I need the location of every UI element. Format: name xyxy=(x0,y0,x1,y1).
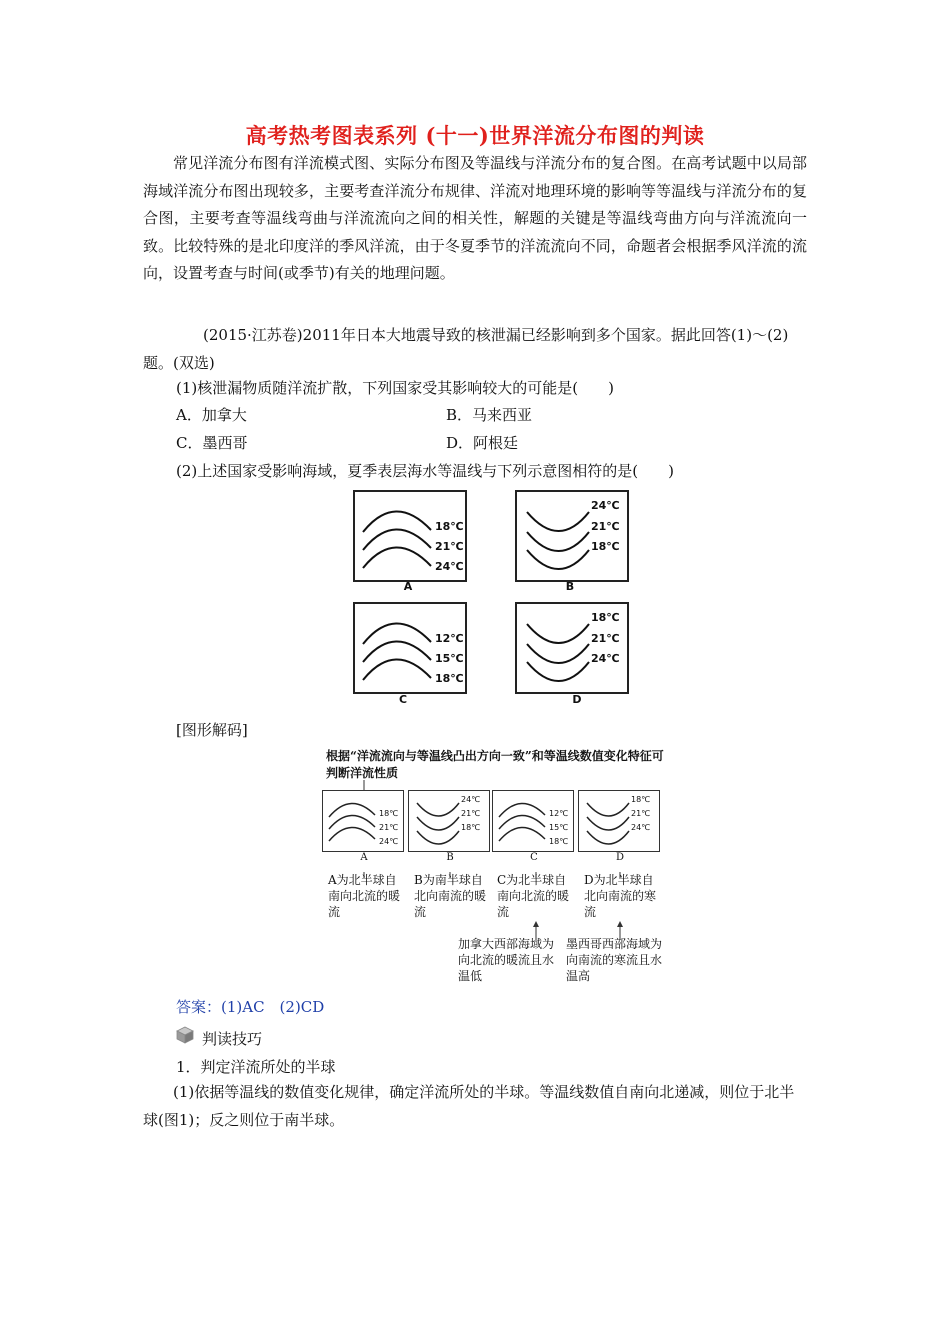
diagram-a-label-3: 24℃ xyxy=(435,560,464,573)
decode-a-label-1: 18℃ xyxy=(379,809,399,818)
decode-d-caption: D xyxy=(615,852,625,863)
decode-note-canada: 加拿大西部海域为向北流的暖流且水温低 xyxy=(458,937,555,983)
diagram-d-label-3: 24℃ xyxy=(591,652,620,665)
decode-d-label-1: 18℃ xyxy=(631,795,651,804)
option-a: A．加拿大 xyxy=(176,406,247,424)
decode-b-label-1: 24℃ xyxy=(461,795,481,804)
decode-c-text: C为北半球自南向北流的暖流 xyxy=(497,873,570,919)
diagram-b-caption: B xyxy=(565,580,575,593)
page-title: 高考热考图表系列 (十一)世界洋流分布图的判读 xyxy=(245,123,705,148)
diagram-c-label-2: 15℃ xyxy=(435,652,464,665)
option-c: C．墨西哥 xyxy=(176,434,248,452)
decode-b-label-2: 21℃ xyxy=(461,809,481,818)
diagram-b xyxy=(515,490,629,582)
decode-b-label-3: 18℃ xyxy=(461,823,481,832)
decode-c-label-1: 12℃ xyxy=(549,809,569,818)
decode-a-label-2: 21℃ xyxy=(379,823,399,832)
diagram-c-label-1: 12℃ xyxy=(435,632,464,645)
question-1: (1)核泄漏物质随洋流扩散，下列国家受其影响较大的可能是( ) xyxy=(176,379,614,397)
skill-heading: 判读技巧 xyxy=(202,1030,263,1048)
section-1-heading: 1．判定洋流所处的半球 xyxy=(176,1058,336,1076)
decode-diagram-b xyxy=(408,790,490,852)
intro-paragraph: 常见洋流分布图有洋流模式图、实际分布图及等温线与洋流分布的复合图。在高考试题中以局部海域洋流分布图出现较多，主要考查洋流分布规律、洋流对地理环境的影响等等温线与洋流分布的复合图，主要考查等温线弯曲与洋流流向之间的相关性，解题的关键是等温线弯曲方向与洋流流向一致。比较特殊的是北印度洋的季风洋流，由于冬夏季节的洋流流向不同，命题者会根据季风洋流的流向，设置考查与时间(或季节)有关的地理问题。 xyxy=(143,154,807,282)
decode-diagram-c xyxy=(492,790,574,852)
decode-c-caption: C xyxy=(530,852,538,863)
diagram-d xyxy=(515,602,629,694)
diagram-a xyxy=(353,490,467,582)
question-stem: (2015·江苏卷)2011年日本大地震导致的核泄漏已经影响到多个国家。据此回答(1)～(2)题。(双选) xyxy=(143,326,789,372)
section-1-text: (1)依据等温线的数值变化规律，确定洋流所处的半球。等温线数值自南向北递减，则位于北半球(图1)；反之则位于南半球。 xyxy=(143,1083,795,1129)
diagram-d-caption: D xyxy=(572,693,582,706)
decode-c-label-2: 15℃ xyxy=(549,823,569,832)
decode-b-text: B为南半球自北向南流的暖流 xyxy=(414,873,487,919)
decode-a-label-3: 24℃ xyxy=(379,837,399,846)
diagram-c-caption: C xyxy=(398,693,408,706)
diagram-c-label-3: 18℃ xyxy=(435,672,464,685)
diagram-b-label-3: 18℃ xyxy=(591,540,620,553)
diagram-a-label-1: 18℃ xyxy=(435,520,464,533)
diagram-a-caption: A xyxy=(403,580,413,593)
decode-a-text: A为北半球自南向北流的暖流 xyxy=(328,873,401,919)
option-b: B．马来西亚 xyxy=(446,406,533,424)
diagram-b-label-1: 24℃ xyxy=(591,499,620,512)
decode-heading: [图形解码] xyxy=(176,721,248,739)
decode-top-text: 根据“洋流流向与等温线凸出方向一致”和等温线数值变化特征可判断洋流性质 xyxy=(326,749,664,780)
diagram-c xyxy=(353,602,467,694)
decode-diagram-d xyxy=(578,790,660,852)
diagram-d-label-2: 21℃ xyxy=(591,632,620,645)
question-2: (2)上述国家受影响海域，夏季表层海水等温线与下列示意图相符的是( ) xyxy=(176,462,674,480)
diagram-b-label-2: 21℃ xyxy=(591,520,620,533)
decode-diagram-a xyxy=(322,790,404,852)
decode-a-caption: A xyxy=(360,852,368,863)
decode-note-mexico: 墨西哥西部海域为向南流的寒流且水温高 xyxy=(566,937,663,983)
option-d: D．阿根廷 xyxy=(446,434,519,452)
answer-line: 答案：(1)AC (2)CD xyxy=(176,998,325,1016)
decode-b-caption: B xyxy=(446,852,454,863)
diagram-a-label-2: 21℃ xyxy=(435,540,464,553)
diagram-d-label-1: 18℃ xyxy=(591,611,620,624)
decode-c-label-3: 18℃ xyxy=(549,837,569,846)
decode-d-label-2: 21℃ xyxy=(631,809,651,818)
cube-icon xyxy=(176,1026,194,1044)
decode-d-label-3: 24℃ xyxy=(631,823,651,832)
decode-d-text: D为北半球自北向南流的寒流 xyxy=(584,873,657,919)
